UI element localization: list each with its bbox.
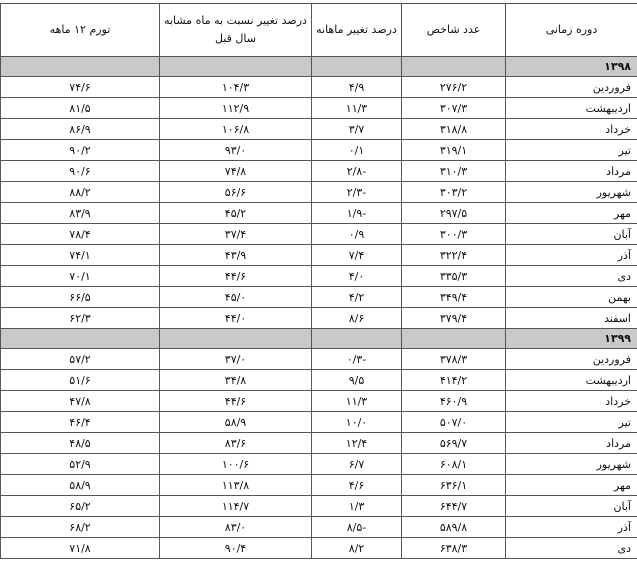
table-row	[1, 161, 637, 182]
cell-yoy-change: ۳۷/۴	[160, 224, 312, 245]
cell-inflation-12m: ۵۲/۹	[1, 454, 160, 475]
cell-yoy-change: ۴۴/۰	[160, 308, 312, 329]
cell-index	[402, 329, 506, 349]
cell-inflation-12m: ۶۵/۲	[1, 496, 160, 517]
cell-monthly-change: ۴/۰	[312, 266, 402, 287]
cell-period: اردیبهشت	[506, 98, 637, 119]
cell-monthly-change: ۱۲/۴	[312, 433, 402, 454]
cell-yoy-change	[160, 329, 312, 349]
table-row	[1, 308, 637, 329]
cell-inflation-12m: ۶۶/۵	[1, 287, 160, 308]
cell-period: مرداد	[506, 161, 637, 182]
cell-period: شهریور	[506, 454, 637, 475]
cell-inflation-12m: ۹۰/۶	[1, 161, 160, 182]
cell-yoy-change: ۹۳/۰	[160, 140, 312, 161]
cell-index: ۳۰۰/۳	[402, 224, 506, 245]
cell-yoy-change: ۱۰۰/۶	[160, 454, 312, 475]
cell-yoy-change: ۳۷/۰	[160, 349, 312, 370]
table-row	[1, 182, 637, 203]
cell-inflation-12m: ۹۰/۲	[1, 140, 160, 161]
cell-inflation-12m	[1, 329, 160, 349]
cell-monthly-change: ۰/۹	[312, 224, 402, 245]
cell-index: ۶۳۶/۱	[402, 475, 506, 496]
header-yoy-change: درصد تغییر نسبت به ماه مشابه سال قبل	[160, 4, 312, 57]
cell-index: ۳۱۸/۸	[402, 119, 506, 140]
cell-index: ۶۰۸/۱	[402, 454, 506, 475]
cell-monthly-change: ۰/۱	[312, 140, 402, 161]
table-row	[1, 517, 637, 538]
cell-index: ۳۱۹/۱	[402, 140, 506, 161]
table-row	[1, 454, 637, 475]
cell-yoy-change: ۱۱۲/۹	[160, 98, 312, 119]
cell-period: خرداد	[506, 391, 637, 412]
table-row	[1, 433, 637, 454]
cell-period: خرداد	[506, 119, 637, 140]
table-row	[1, 77, 637, 98]
cell-yoy-change: ۴۳/۹	[160, 245, 312, 266]
cell-inflation-12m: ۸۶/۹	[1, 119, 160, 140]
cell-period: بهمن	[506, 287, 637, 308]
cell-period: مهر	[506, 475, 637, 496]
cell-inflation-12m: ۴۶/۴	[1, 412, 160, 433]
table-row	[1, 98, 637, 119]
year-row	[1, 57, 637, 77]
cell-index: ۳۷۹/۴	[402, 308, 506, 329]
table-row	[1, 119, 637, 140]
cell-period: ۱۳۹۸	[506, 57, 637, 77]
cell-monthly-change: ۹/۵	[312, 370, 402, 391]
cell-monthly-change: -۲/۸	[312, 161, 402, 182]
cell-period: فروردین	[506, 349, 637, 370]
table-row	[1, 245, 637, 266]
cell-period: آبان	[506, 224, 637, 245]
cell-monthly-change: ۸/۶	[312, 308, 402, 329]
cell-inflation-12m: ۴۷/۸	[1, 391, 160, 412]
cell-index: ۳۷۸/۳	[402, 349, 506, 370]
cell-inflation-12m: ۷۴/۶	[1, 77, 160, 98]
header-monthly-change: درصد تغییر ماهانه	[312, 4, 402, 57]
cell-monthly-change: -۸/۵	[312, 517, 402, 538]
cell-period: مهر	[506, 203, 637, 224]
cell-yoy-change: ۴۴/۶	[160, 266, 312, 287]
cell-yoy-change: ۵۸/۹	[160, 412, 312, 433]
cell-inflation-12m: ۸۳/۹	[1, 203, 160, 224]
cell-monthly-change: ۶/۷	[312, 454, 402, 475]
cell-monthly-change: -۱/۹	[312, 203, 402, 224]
cell-inflation-12m: ۵۷/۲	[1, 349, 160, 370]
cell-index: ۵۸۹/۸	[402, 517, 506, 538]
cell-inflation-12m: ۵۸/۹	[1, 475, 160, 496]
cell-monthly-change: ۱۱/۳	[312, 98, 402, 119]
cell-period: دی	[506, 266, 637, 287]
cell-period: اردیبهشت	[506, 370, 637, 391]
cell-index	[402, 57, 506, 77]
cell-yoy-change: ۷۴/۸	[160, 161, 312, 182]
cell-index: ۳۰۷/۳	[402, 98, 506, 119]
cell-inflation-12m: ۷۴/۱	[1, 245, 160, 266]
header-inflation-12m: تورم ۱۲ ماهه	[1, 4, 160, 57]
cell-index: ۳۴۹/۴	[402, 287, 506, 308]
cell-yoy-change: ۸۳/۶	[160, 433, 312, 454]
cell-index: ۶۴۴/۷	[402, 496, 506, 517]
cell-monthly-change	[312, 329, 402, 349]
table-row	[1, 475, 637, 496]
cell-yoy-change: ۱۱۴/۷	[160, 496, 312, 517]
cell-monthly-change: -۰/۳	[312, 349, 402, 370]
cell-index: ۴۱۴/۲	[402, 370, 506, 391]
cell-inflation-12m: ۸۱/۵	[1, 98, 160, 119]
cell-monthly-change: ۴/۲	[312, 287, 402, 308]
cell-inflation-12m: ۴۸/۵	[1, 433, 160, 454]
cell-period: تیر	[506, 140, 637, 161]
cell-monthly-change: ۱۱/۳	[312, 391, 402, 412]
cell-monthly-change: ۳/۷	[312, 119, 402, 140]
cell-yoy-change: ۱۱۳/۸	[160, 475, 312, 496]
cell-yoy-change: ۵۶/۶	[160, 182, 312, 203]
cell-yoy-change	[160, 57, 312, 77]
cell-period: اسفند	[506, 308, 637, 329]
table-row	[1, 370, 637, 391]
cell-index: ۲۹۷/۵	[402, 203, 506, 224]
cell-period: آذر	[506, 517, 637, 538]
table-row	[1, 203, 637, 224]
cell-index: ۶۳۸/۳	[402, 538, 506, 559]
cell-period: آذر	[506, 245, 637, 266]
cell-inflation-12m: ۶۸/۲	[1, 517, 160, 538]
table-row	[1, 412, 637, 433]
table-row	[1, 140, 637, 161]
cell-inflation-12m	[1, 57, 160, 77]
cell-index: ۵۶۹/۷	[402, 433, 506, 454]
table-row	[1, 349, 637, 370]
cell-inflation-12m: ۵۱/۶	[1, 370, 160, 391]
table-row	[1, 538, 637, 559]
year-row	[1, 329, 637, 349]
cell-index: ۳۰۳/۲	[402, 182, 506, 203]
cell-period: دی	[506, 538, 637, 559]
cell-yoy-change: ۸۳/۰	[160, 517, 312, 538]
table-row	[1, 391, 637, 412]
table-row	[1, 266, 637, 287]
cell-monthly-change	[312, 57, 402, 77]
cell-inflation-12m: ۶۲/۳	[1, 308, 160, 329]
cell-yoy-change: ۴۴/۶	[160, 391, 312, 412]
cell-index: ۳۳۵/۳	[402, 266, 506, 287]
cell-yoy-change: ۳۴/۸	[160, 370, 312, 391]
cell-index: ۲۷۶/۲	[402, 77, 506, 98]
cell-monthly-change: ۷/۴	[312, 245, 402, 266]
header-period: دوره زمانی	[506, 4, 637, 57]
inflation-table	[0, 3, 637, 559]
cell-period: شهریور	[506, 182, 637, 203]
cell-inflation-12m: ۷۰/۱	[1, 266, 160, 287]
cell-index: ۴۶۰/۹	[402, 391, 506, 412]
cell-yoy-change: ۴۵/۰	[160, 287, 312, 308]
header-index: عدد شاخص	[402, 4, 506, 57]
cell-monthly-change: ۱۰/۰	[312, 412, 402, 433]
table-body	[1, 57, 637, 559]
cell-monthly-change: -۲/۳	[312, 182, 402, 203]
cell-monthly-change: ۱/۳	[312, 496, 402, 517]
cell-period: آبان	[506, 496, 637, 517]
cell-inflation-12m: ۷۱/۸	[1, 538, 160, 559]
cell-yoy-change: ۹۰/۴	[160, 538, 312, 559]
cell-period: تیر	[506, 412, 637, 433]
header-row	[1, 4, 637, 57]
cell-inflation-12m: ۸۸/۲	[1, 182, 160, 203]
cell-period: مرداد	[506, 433, 637, 454]
cell-index: ۳۲۲/۴	[402, 245, 506, 266]
cell-monthly-change: ۴/۹	[312, 77, 402, 98]
cell-period: فروردین	[506, 77, 637, 98]
cell-inflation-12m: ۷۸/۴	[1, 224, 160, 245]
cell-yoy-change: ۴۵/۲	[160, 203, 312, 224]
cell-index: ۳۱۰/۳	[402, 161, 506, 182]
cell-yoy-change: ۱۰۶/۸	[160, 119, 312, 140]
cell-monthly-change: ۴/۶	[312, 475, 402, 496]
cell-monthly-change: ۸/۲	[312, 538, 402, 559]
table-row	[1, 287, 637, 308]
table-row	[1, 496, 637, 517]
cell-index: ۵۰۷/۰	[402, 412, 506, 433]
table-row	[1, 224, 637, 245]
cell-period: ۱۳۹۹	[506, 329, 637, 349]
cell-yoy-change: ۱۰۴/۳	[160, 77, 312, 98]
